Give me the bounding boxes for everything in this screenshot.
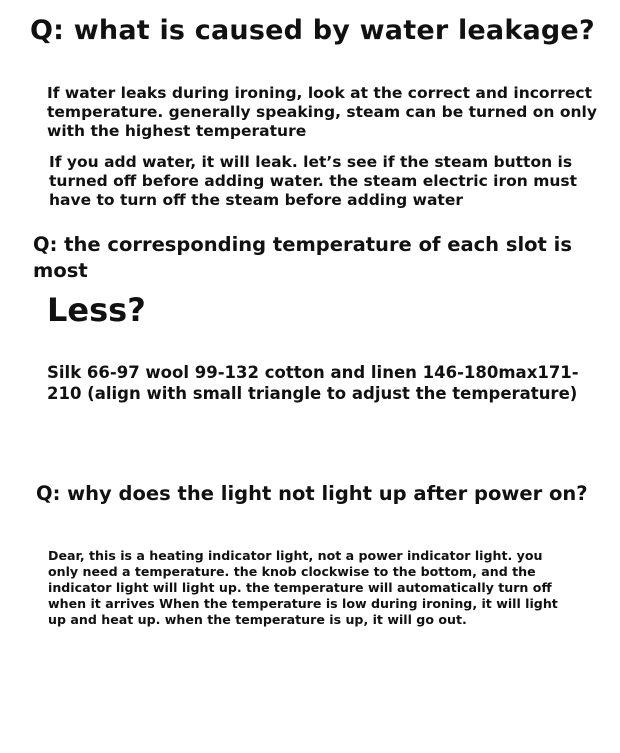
answer-water-leakage-part-1: If water leaks during ironing, look at the correct and incorrect temperature. generally speaking, steam can be turned on only with the highest temperature — [47, 84, 597, 140]
question-slot-temperature-continued: Less? — [47, 291, 146, 329]
answer-water-leakage-part-2: If you add water, it will leak. let’s see if the steam button is turned off before adding water. the steam electric iron must have to turn off the steam before adding water — [49, 153, 578, 209]
answer-slot-temperature: Silk 66-97 wool 99-132 cotton and linen 146-180max171-210 (align with small triangle to adjust the temperature) — [47, 363, 579, 403]
answer-light-not-lighting: Dear, this is a heating indicator light, not a power indicator light. you only need a temperature. the knob clockwise to the bottom, and the indicator light will light up. the temperature will automatically turn off when it arrives When the temperature is low during ironing, it will light up and heat up. when the temperature is up, it will go out. — [48, 548, 558, 627]
question-water-leakage: Q: what is caused by water leakage? — [30, 15, 595, 46]
question-light-not-lighting: Q: why does the light not light up after power on? — [36, 482, 588, 505]
question-slot-temperature: Q: the corresponding temperature of each slot is most — [33, 233, 572, 282]
